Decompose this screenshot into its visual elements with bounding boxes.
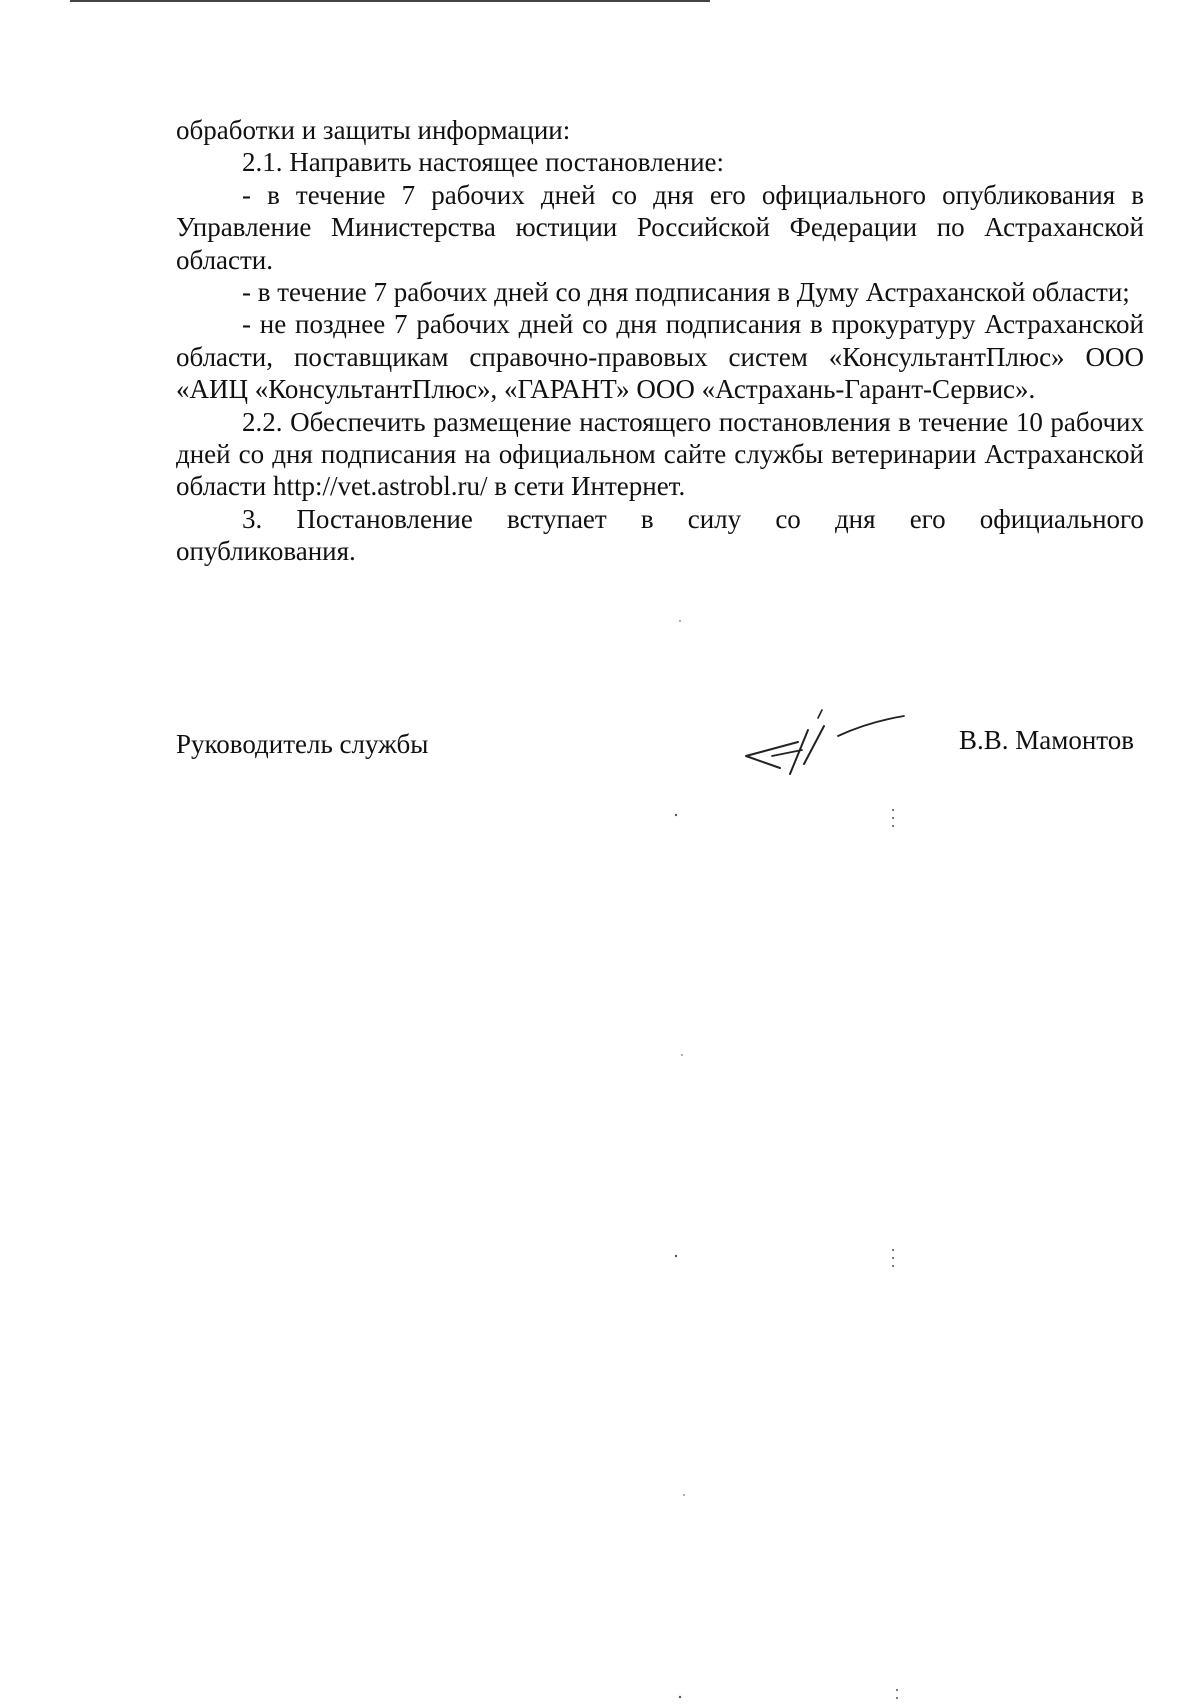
item3-word: официального: [979, 503, 1144, 534]
handwritten-signature: [738, 708, 908, 788]
top-border-line: [70, 0, 710, 2]
signature-block: [176, 724, 1134, 784]
item3-word: вступает: [506, 503, 607, 534]
paragraph-3-line: [176, 503, 1144, 535]
item3-word: его: [909, 503, 946, 534]
item3-word: Постановление: [296, 503, 473, 534]
paragraph-2-1-prosecutor: - не позднее 7 рабочих дней со дня подписания в прокуратуру Астраханской области, поставщикам справочно-правовых систем «КонсультантПлюс» ООО «АИЦ «КонсультантПлюс», «ГАРАНТ» ООО «Астрахань-Гарант-Сервис».: [176, 309, 1144, 405]
item3-word: в: [640, 503, 654, 534]
paragraph-3-continuation: опубликования.: [176, 536, 356, 567]
paragraph-2-1-ministry: - в течение 7 рабочих дней со дня его официального опубликования в Управление Министерства юстиции Российской Федерации по Астраханской области.: [176, 179, 1144, 275]
item3-word: силу: [687, 503, 742, 534]
signer-role: Руководитель службы: [176, 729, 429, 759]
item3-word: 3.: [242, 503, 263, 534]
paragraph-continuation: обработки и защиты информации:: [176, 115, 571, 145]
document-body: [176, 114, 1144, 568]
paragraph-2-2: 2.2. Обеспечить размещение настоящего постановления в течение 10 рабочих дней со дня подписания на официальном сайте службы ветеринарии Астраханской области http://vet.astrobl.ru/ в сети Интернет.: [176, 406, 1144, 502]
item3-word: дня: [834, 503, 876, 534]
paragraph-2-1-duma: - в течение 7 рабочих дней со дня подписания в Думу Астраханской области;: [242, 277, 1130, 308]
item3-word: со: [775, 503, 801, 534]
signer-name: В.В. Мамонтов: [959, 725, 1134, 755]
paragraph-2-1: 2.1. Направить настоящее постановление:: [242, 147, 725, 178]
